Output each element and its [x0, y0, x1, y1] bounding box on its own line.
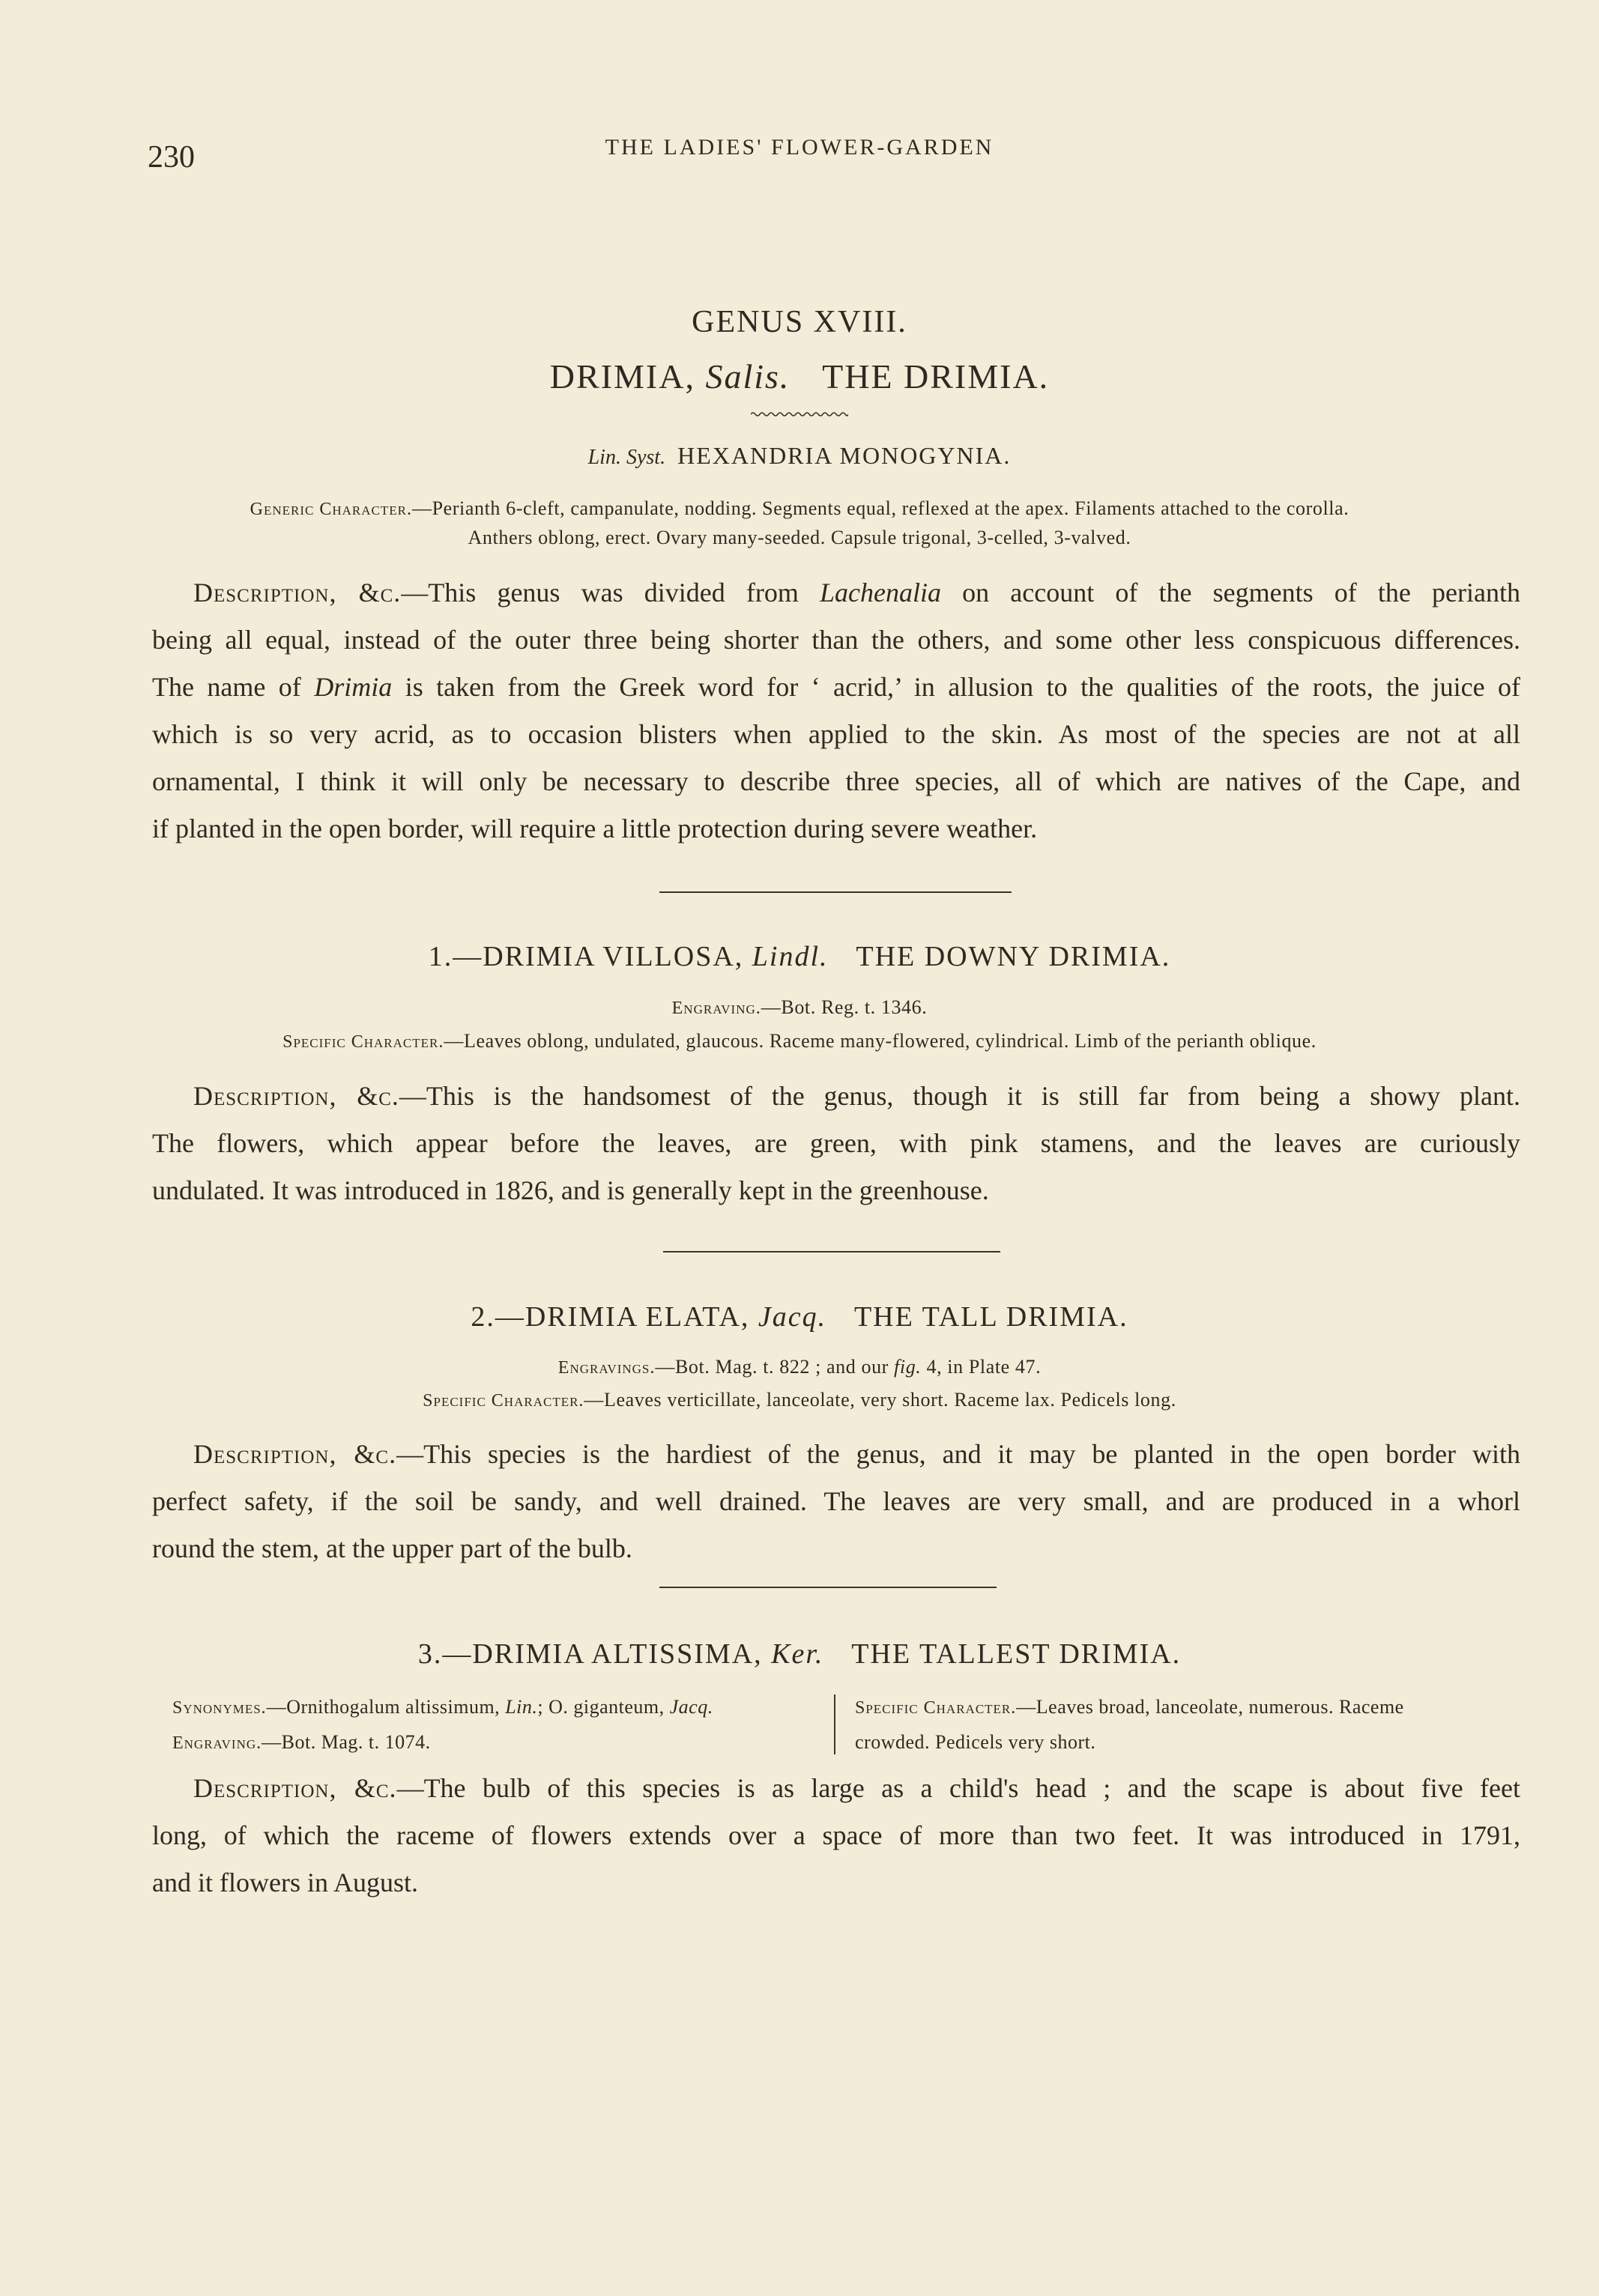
species-3-synonymes: Synonymes.—Ornithogalum altissimum, Lin.; O. giganteum, Jacq. [172, 1696, 713, 1718]
genus-description-line: ornamental, I think it will only be necessary to describe three species, all of which are natives of the Cape, and [152, 766, 1520, 796]
wavy-ornament [751, 411, 848, 418]
genus-name-author: Salis. [705, 357, 791, 396]
genus-name-roman: DRIMIA, [549, 357, 695, 396]
genus-description-line: Description, &c.—This genus was divided from Lachenalia on account of the segments of the perianth [193, 578, 1521, 608]
species-2-description-line: Description, &c.—This species is the hardiest of the genus, and it may be planted in the open border with [193, 1439, 1520, 1469]
genus-title: GENUS XVIII. [692, 305, 907, 339]
species-2-heading: 2.—DRIMIA ELATA, Jacq. THE TALL DRIMIA. [471, 1301, 1128, 1333]
species-1-specific-character: Specific Character.—Leaves oblong, undulated, glaucous. Raceme many-flowered, cylindrical. Limb of the perianth oblique. [282, 1030, 1317, 1052]
section-rule [659, 1587, 997, 1588]
species-1-engraving: Engraving.—Bot. Reg. t. 1346. [671, 996, 928, 1018]
generic-character-line-2: Anthers oblong, erect. Ovary many-seeded. Capsule trigonal, 3-celled, 3-valved. [468, 527, 1131, 548]
running-title: THE LADIES' FLOWER-GARDEN [605, 135, 994, 160]
species-3-engraving: Engraving.—Bot. Mag. t. 1074. [172, 1731, 431, 1753]
genus-description-line: which is so very acrid, as to occasion blisters when applied to the skin. As most of the species are not at all [152, 719, 1520, 749]
species-1-description-line: The flowers, which appear before the leaves, are green, with pink stamens, and the leaves are curiously [152, 1128, 1520, 1158]
species-1-description [152, 1073, 1520, 1214]
species-3-specific-character: Specific Character.—Leaves broad, lanceolate, numerous. Raceme crowded. Pedicels very short. [855, 1696, 1404, 1753]
genus-description-line: if planted in the open border, will require a little protection during severe weather. [152, 814, 1038, 843]
species-1-heading: 1.—DRIMIA VILLOSA, Lindl. THE DOWNY DRIMIA. [428, 941, 1171, 972]
lin-syst-label: Lin. Syst. [587, 446, 666, 469]
genus-name-common: THE DRIMIA. [822, 357, 1050, 396]
species-2-description-line: perfect safety, if the soil be sandy, and well drained. The leaves are very small, and are produced in a whorl [152, 1486, 1520, 1516]
species-2-description [152, 1431, 1520, 1572]
generic-character-line-1: Generic Character.—Perianth 6-cleft, campanulate, nodding. Segments equal, reflexed at the apex. Filaments attached to the corolla. [250, 497, 1349, 519]
species-1-description-line: undulated. It was introduced in 1826, and is generally kept in the greenhouse. [152, 1175, 989, 1205]
genus-description-label: Description, &c. [193, 578, 402, 608]
genus-name [0, 357, 1599, 396]
species-3-description-line: Description, &c.—The bulb of this species is as large as a child's head ; and the scape is about five feet [193, 1773, 1520, 1803]
species-2-description-line: round the stem, at the upper part of the bulb. [152, 1533, 632, 1563]
linnaean-system [0, 442, 1599, 470]
species-3-description-line: long, of which the raceme of flowers extends over a space of more than two feet. It was introduced in 1791, [152, 1820, 1520, 1850]
species-2-specific-character: Specific Character.—Leaves verticillate, lanceolate, very short. Raceme lax. Pedicels long. [423, 1389, 1176, 1411]
section-rule [659, 891, 1012, 893]
genus-description-line: The name of Drimia is taken from the Greek word for ‘ acrid,’ in allusion to the qualities of the roots, the juice of [152, 672, 1520, 702]
species-3-heading: 3.—DRIMIA ALTISSIMA, Ker. THE TALLEST DRIMIA. [417, 1638, 1182, 1670]
section-rule [663, 1251, 1000, 1252]
species-1-description-line: Description, &c.—This is the handsomest of the genus, though it is still far from being a showy plant. [193, 1081, 1520, 1111]
genus-description-line: being all equal, instead of the outer three being shorter than the others, and some other less conspicuous differences. [152, 625, 1520, 655]
genus-description [152, 569, 1520, 852]
species-3-description [152, 1765, 1520, 1906]
page-number: 230 [148, 140, 195, 175]
column-divider [834, 1694, 835, 1754]
species-3-left-column [172, 1690, 839, 1760]
species-3-description-line: and it flowers in August. [152, 1868, 418, 1897]
species-2-engraving: Engravings.—Bot. Mag. t. 822 ; and our fig. 4, in Plate 47. [557, 1356, 1042, 1378]
lin-syst-value: HEXANDRIA MONOGYNIA. [677, 442, 1012, 469]
generic-character-label: Generic Character. [250, 500, 412, 519]
